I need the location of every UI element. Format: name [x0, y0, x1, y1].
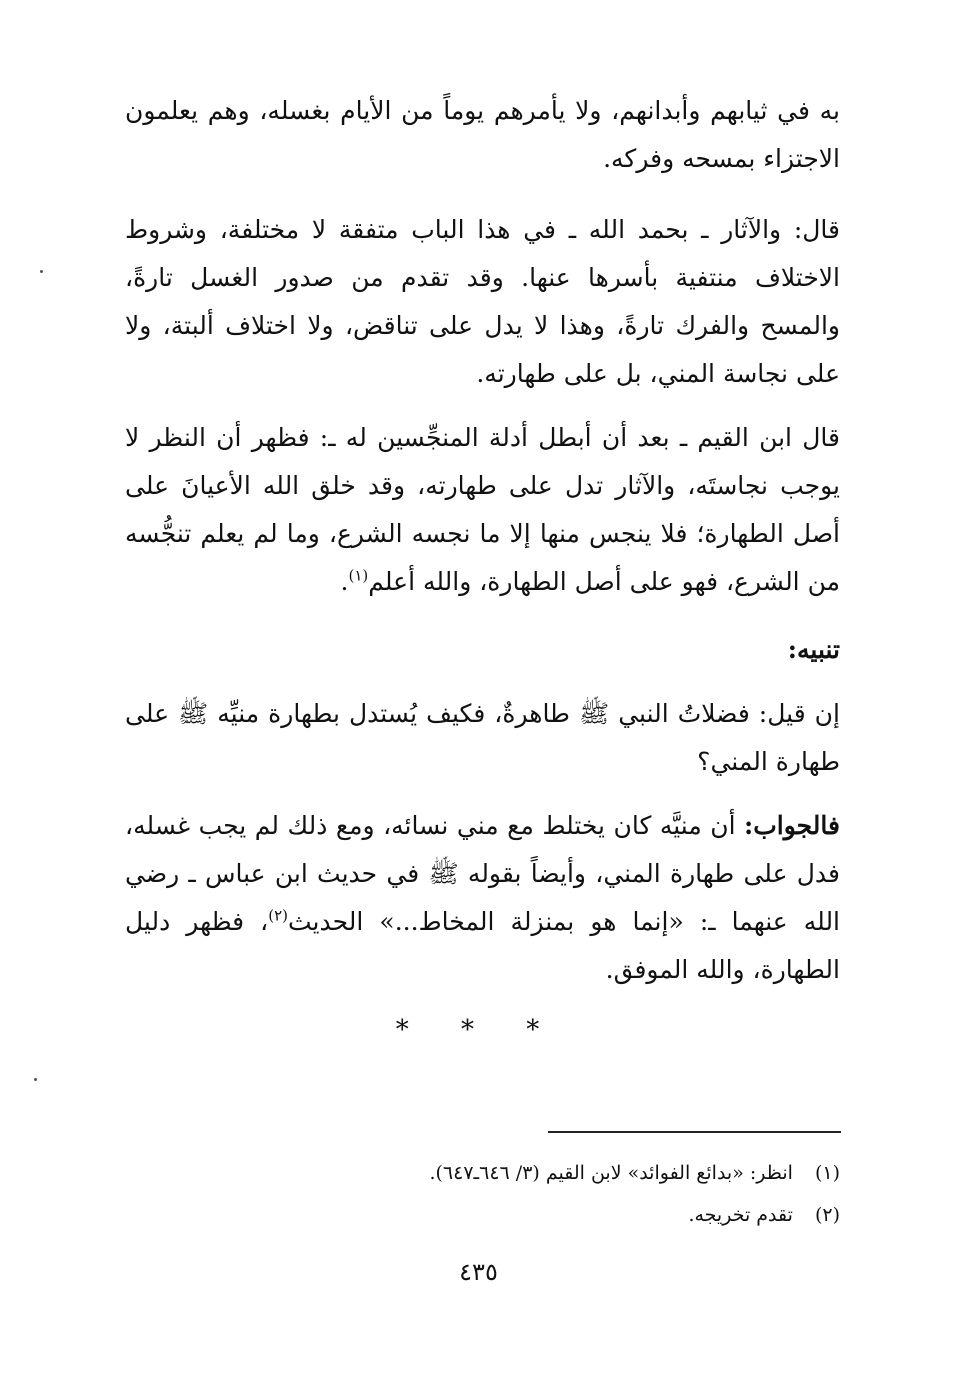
paragraph-3-text: قال ابن القيم ـ بعد أن أبطل أدلة المنجِّسين له ـ: فظهر أن النظر لا يوجب نجاستَه، والآثار تدل على طهارته، وقد خلق الله الأعيانَ على أصل الطهارة؛ فلا ينجس منها إلا ما نجسه الشرع، وما لم يعلم تنجُّسه من الشرع، فهو على أصل الطهارة، والله أعلم: [125, 423, 840, 596]
margin-mark: [40, 270, 43, 273]
paragraph-3: [125, 414, 840, 606]
answer-lead: فالجواب:: [744, 811, 840, 840]
paragraph-4: [125, 690, 840, 786]
paragraph-4-text: إن قيل: فضلاتُ النبي ﷺ طاهرةٌ، فكيف يُستدل بطهارة منيِّه ﷺ على طهارة المني؟: [125, 699, 840, 776]
footnote-1: [125, 1152, 840, 1194]
paragraph-5: [125, 802, 840, 994]
margin-mark: [34, 1078, 37, 1081]
paragraph-3-end: .: [340, 567, 349, 596]
footnote-divider: [548, 1131, 841, 1133]
footnote-1-text: انظر: «بدائع الفوائد» لابن القيم (٣/ ٦٤٦ـ٦٤٧).: [429, 1162, 793, 1184]
section-heading: [125, 626, 840, 674]
footnote-1-number: (١): [814, 1162, 840, 1184]
paragraph-5-text-a: أن منيَّه كان يختلط مع مني نسائه، ومع ذلك لم يجب غسله، فدل على طهارة المني، وأيضاً بقوله ﷺ في حديث ابن عباس ـ رضي الله عنهما ـ: «إنما هو بمنزلة المخاط...» الحديث: [125, 811, 841, 936]
paragraph-2-text: قال: والآثار ـ بحمد الله ـ في هذا الباب متفقة لا مختلفة، وشروط الاختلاف منتفية بأسرها عنها. وقد تقدم من صدور الغسل تارةً، والمسح والفرك تارةً، وهذا لا يدل على تناقض، ولا اختلاف ألبتة، ولا على نجاسة المني، بل على طهارته.: [125, 215, 840, 388]
footnote-2: [125, 1194, 840, 1236]
footnote-ref-2: (٢): [268, 906, 288, 925]
paragraph-1: [125, 87, 840, 183]
heading-text: تنبيه:: [787, 635, 840, 664]
footnote-ref-1: (١): [348, 566, 369, 585]
paragraph-5-text-b: ، فظهر دليل الطهارة، والله الموفق.: [125, 907, 840, 984]
footnote-2-text: تقدم تخريجه.: [688, 1204, 793, 1226]
section-separator: * * *: [395, 1015, 562, 1045]
footnotes: [125, 1152, 840, 1236]
paragraph-1-text: به في ثيابهم وأبدانهم، ولا يأمرهم يوماً من الأيام بغسله، وهم يعلمون الاجتزاء بمسحه وفركه.: [125, 96, 840, 173]
footnote-2-number: (٢): [814, 1204, 840, 1226]
paragraph-2: [125, 206, 840, 398]
page-number: ٤٣٥: [459, 1258, 498, 1286]
